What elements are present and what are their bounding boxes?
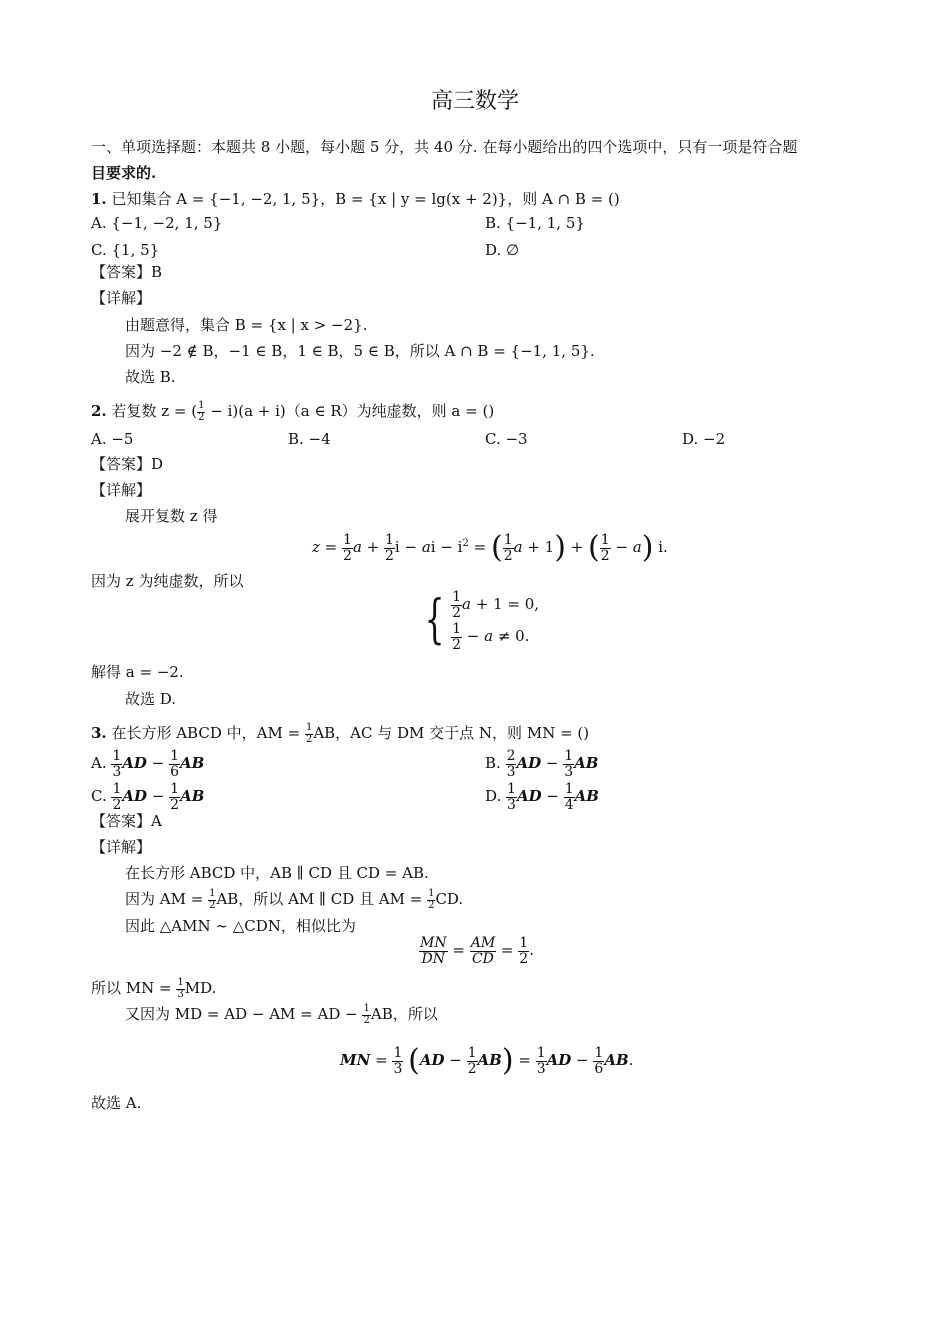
- q1-stem-text: 已知集合 A = {−1, −2, 1, 5}，B = {x | y = lg(x + 2)}，则 A ∩ B = (): [111, 190, 620, 208]
- q3-detail-5: 又因为 MD = AD − AM = AD − $\frac{1}{2}$ AB，所以: [125, 1003, 438, 1026]
- q3-detail-1: 在长方形 ABCD 中，AB ∥ CD 且 CD = AB.: [125, 864, 429, 882]
- q2-system: { $\frac{1}{2}$ a + 1 = 0, $\frac{1}{2}$ − a ≠ 0.: [424, 589, 540, 653]
- q2-option-d: D. −2: [682, 430, 726, 448]
- q3-detail-3: 因此 △AMN ∼ △CDN，相似比为: [125, 917, 356, 935]
- q3-ratio-equation: $\frac{MN}{DN}$ = $\frac{AM}{CD}$ = $\frac{1}{2}$ .: [420, 935, 534, 967]
- q2-option-a: A. −5: [91, 430, 134, 448]
- q1-option-b: B. {−1, 1, 5}: [485, 214, 585, 232]
- q3-option-b: B. $\frac{2}{3}$ AD − $\frac{1}{3}$ AB: [485, 748, 599, 780]
- q3-answer: 【答案】A: [91, 812, 162, 830]
- q2-detail-expand: 展开复数 z 得: [125, 507, 218, 525]
- q1-detail-label: 【详解】: [91, 289, 152, 307]
- q1-answer: 【答案】B: [91, 263, 163, 281]
- q3-detail-choose: 故选 A.: [91, 1094, 142, 1112]
- q2-detail-because: 因为 z 为纯虚数，所以: [91, 572, 244, 590]
- q3-stem: 3. 在长方形 ABCD 中，AM = $\frac{1}{2}$ AB，AC 与 DM 交于点 N，则 MN = (): [91, 722, 590, 745]
- page-title: 高三数学: [430, 89, 519, 114]
- q2-option-c: C. −3: [485, 430, 528, 448]
- q1-detail-3: 故选 B.: [125, 368, 176, 386]
- q1-detail-2: 因为 −2 ∉ B，−1 ∈ B，1 ∈ B，5 ∈ B，所以 A ∩ B = {−1, 1, 5}.: [125, 342, 595, 360]
- q2-answer: 【答案】D: [91, 455, 164, 473]
- q1-option-c: C. {1, 5}: [91, 241, 160, 259]
- q3-option-c: C. $\frac{1}{2}$ AD − $\frac{1}{2}$ AB: [91, 781, 205, 813]
- q2-stem: 2. 若复数 z = ( $\frac{1}{2}$ − i)(a + i)（a ∈ R）为纯虚数，则 a = (): [91, 400, 495, 423]
- section-intro-line2: 目要求的.: [91, 164, 157, 182]
- q1-option-d: D. ∅: [485, 241, 520, 259]
- q3-detail-4: 所以 MN = $\frac{1}{3}$ MD.: [91, 977, 217, 1000]
- q1-detail-1: 由题意得，集合 B = {x | x > −2}.: [125, 316, 368, 334]
- q3-option-d: D. $\frac{1}{3}$ AD − $\frac{1}{4}$ AB: [485, 781, 599, 813]
- section-intro-line1: 一、单项选择题：本题共 8 小题，每小题 5 分，共 40 分. 在每小题给出的四个选项中，只有一项是符合题: [91, 138, 798, 156]
- q1-option-a: A. {−1, −2, 1, 5}: [91, 214, 223, 232]
- fraction-half: $\frac{1}{2}$: [198, 400, 205, 423]
- q2-detail-label: 【详解】: [91, 481, 152, 499]
- q3-detail-label: 【详解】: [91, 838, 152, 856]
- q2-equation: z = $\frac{1}{2}$ a + $\frac{1}{2}$ i − ai − $i^2$ = ( $\frac{1}{2}$ a + 1) + ( $\frac{1}{2}$ − a) i.: [312, 530, 668, 565]
- q2-option-b: B. −4: [288, 430, 331, 448]
- q3-detail-2: 因为 AM = $\frac{1}{2}$ AB，所以 AM ∥ CD 且 AM = $\frac{1}{2}$ CD.: [125, 888, 464, 911]
- q2-detail-solve: 解得 a = −2.: [91, 663, 184, 681]
- q3-final-equation: MN = $\frac{1}{3}$ (AD − $\frac{1}{2}$ AB) = $\frac{1}{3}$ AD − $\frac{1}{6}$ AB.: [340, 1043, 634, 1078]
- q3-option-a: A. $\frac{1}{3}$ AD − $\frac{1}{6}$ AB: [91, 748, 205, 780]
- q1-stem: [91, 189, 620, 209]
- q1-number: 1.: [91, 190, 107, 208]
- q2-detail-choose: 故选 D.: [125, 690, 177, 708]
